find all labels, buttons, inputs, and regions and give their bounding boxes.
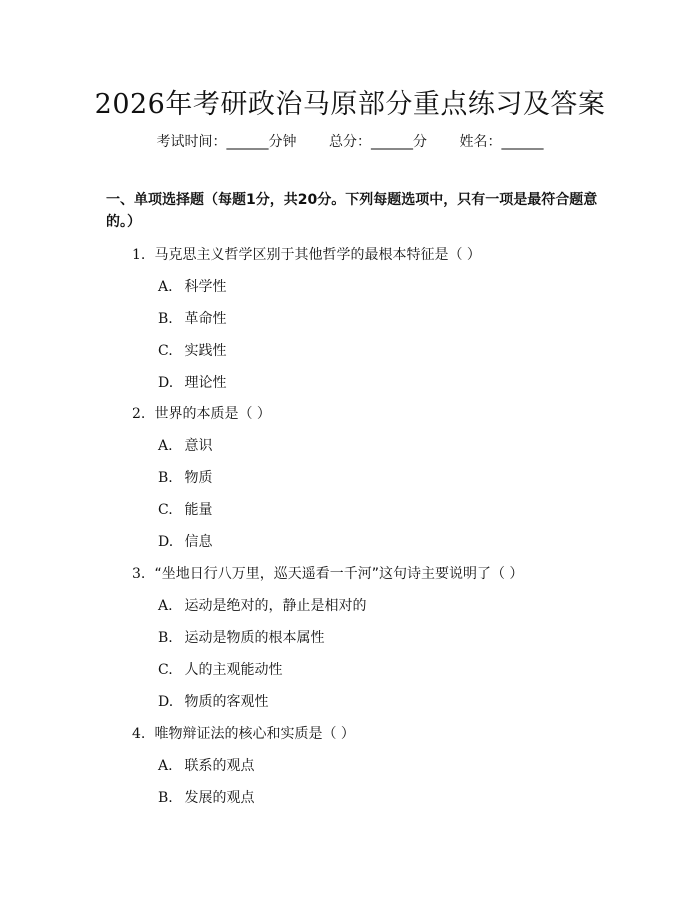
question-text: 马克思主义哲学区别于其他哲学的最根本特征是（ ） — [154, 247, 481, 263]
option-text: 理论性 — [184, 375, 227, 391]
option-text: 运动是绝对的，静止是相对的 — [184, 598, 367, 614]
total-score-field: 总分：______分 — [329, 134, 427, 150]
question-number: 3. — [132, 566, 146, 582]
option-letter: A. — [158, 598, 173, 614]
option-letter: B. — [158, 630, 173, 646]
question-4-option-a[interactable] — [158, 755, 254, 775]
question-1-option-a[interactable] — [158, 276, 226, 296]
name-field: 姓名：______ — [459, 134, 544, 150]
page-title: 2026年考研政治马原部分重点练习及答案 — [94, 89, 606, 120]
question-number: 1. — [132, 247, 146, 263]
question-2-option-c[interactable] — [158, 499, 212, 519]
option-letter: B. — [158, 470, 173, 486]
option-text: 实践性 — [184, 343, 227, 359]
question-2-option-d[interactable] — [158, 531, 212, 551]
option-letter: C. — [158, 502, 173, 518]
question-1-option-d[interactable] — [158, 372, 226, 392]
option-text: 运动是物质的根本属性 — [184, 630, 325, 646]
option-letter: A. — [158, 758, 173, 774]
question-text: “坐地日行八万里，巡天遥看一千河”这句诗主要说明了（ ） — [154, 566, 524, 582]
question-3-option-d[interactable] — [158, 691, 268, 711]
question-1-option-b[interactable] — [158, 308, 226, 328]
question-3 — [132, 563, 523, 583]
question-3-option-a[interactable] — [158, 595, 366, 615]
option-letter: D. — [158, 694, 174, 710]
option-letter: B. — [158, 790, 173, 806]
question-number: 2. — [132, 406, 146, 422]
exam-meta — [0, 131, 700, 151]
question-1-option-c[interactable] — [158, 340, 226, 360]
question-1 — [132, 244, 481, 264]
option-letter: C. — [158, 343, 173, 359]
option-letter: B. — [158, 311, 173, 327]
option-text: 革命性 — [184, 311, 227, 327]
question-text: 唯物辩证法的核心和实质是（ ） — [154, 726, 355, 742]
option-text: 联系的观点 — [184, 758, 255, 774]
option-text: 人的主观能动性 — [184, 662, 283, 678]
question-2-option-a[interactable] — [158, 435, 212, 455]
section-header: 一、单项选择题（每题1分，共20分。下列每题选项中，只有一项是最符合题意的。） — [106, 192, 598, 230]
option-letter: C. — [158, 662, 173, 678]
question-2 — [132, 403, 271, 423]
option-text: 意识 — [184, 438, 213, 454]
option-text: 发展的观点 — [184, 790, 255, 806]
question-3-option-c[interactable] — [158, 659, 282, 679]
question-number: 4. — [132, 726, 146, 742]
question-3-option-b[interactable] — [158, 627, 324, 647]
exam-time-field: 考试时间：______分钟 — [156, 134, 297, 150]
question-text: 世界的本质是（ ） — [154, 406, 271, 422]
option-text: 能量 — [184, 502, 213, 518]
option-text: 科学性 — [184, 279, 227, 295]
option-letter: D. — [158, 534, 174, 550]
question-2-option-b[interactable] — [158, 467, 212, 487]
question-4-option-b[interactable] — [158, 787, 254, 807]
option-letter: A. — [158, 279, 173, 295]
question-4 — [132, 723, 355, 743]
option-letter: A. — [158, 438, 173, 454]
option-text: 物质 — [184, 470, 213, 486]
option-text: 物质的客观性 — [184, 694, 269, 710]
option-text: 信息 — [184, 534, 213, 550]
option-letter: D. — [158, 375, 174, 391]
